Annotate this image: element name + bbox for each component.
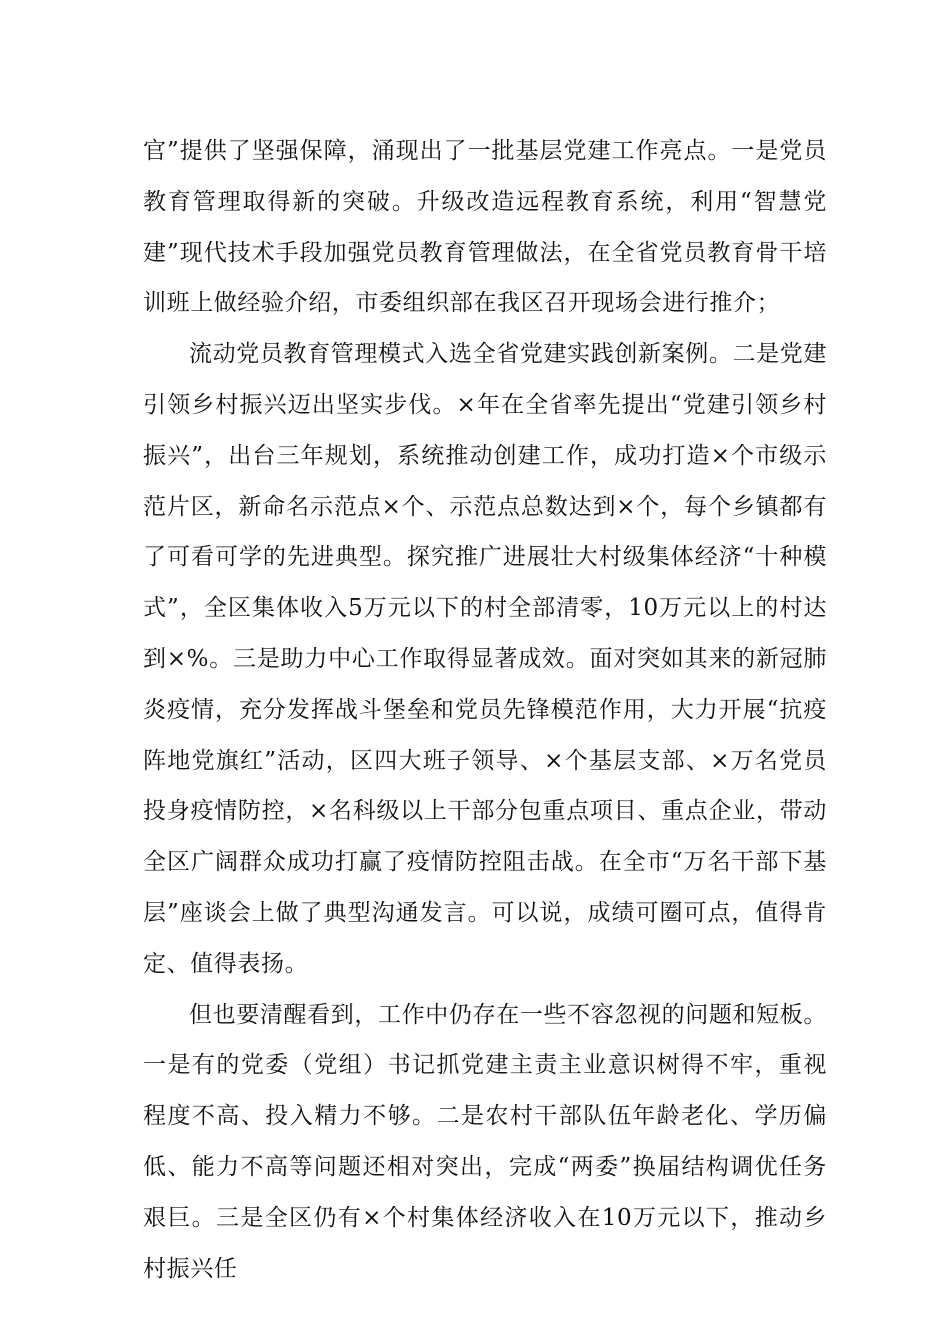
paragraph-2: 流动党员教育管理模式入选全省党建实践创新案例。二是党建引领乡村振兴迈出坚实步伐。×年在全省率先提出“党建引领乡村振兴”，出台三年规划，系统推动创建工作，成功打造×个市级示范片区，新命名示范点×个、示范点总数达到×个，每个乡镇都有了可看可学的先进典型。探究推广进展壮大村级集体经济“十种模式”，全区集体收入5万元以下的村全部清零，10万元以上的村达到×%。三是助力中心工作取得显著成效。面对突如其来的新冠肺炎疫情，充分发挥战斗堡垒和党员先锋模范作用，大力开展“抗疫阵地党旗红”活动，区四大班子领导、×个基层支部、×万名党员投身疫情防控，×名科级以上干部分包重点项目、重点企业，带动全区广阔群众成功打赢了疫情防控阻击战。在全市“万名干部下基层”座谈会上做了典型沟通发言。可以说，成绩可圈可点，值得肯定、值得表扬。 [143, 341, 827, 977]
paragraph-3: 但也要清醒看到，工作中仍存在一些不容忽视的问题和短板。一是有的党委（党组）书记抓党建主责主业意识树得不牢，重视程度不高、投入精力不够。二是农村干部队伍年龄老化、学历偏低、能力不高等问题还相对突出，完成“两委”换届结构调优任务艰巨。三是全区仍有×个村集体经济收入在10万元以下，推动乡村振兴任 [143, 1001, 827, 1282]
document-body [143, 126, 827, 1294]
paragraph-1: 官”提供了坚强保障，涌现出了一批基层党建工作亮点。一是党员教育管理取得新的突破。升级改造远程教育系统，利用“智慧党建”现代技术手段加强党员教育管理做法，在全省党员教育骨干培训班上做经验介绍，市委组织部在我区召开现场会进行推介； [143, 138, 827, 317]
